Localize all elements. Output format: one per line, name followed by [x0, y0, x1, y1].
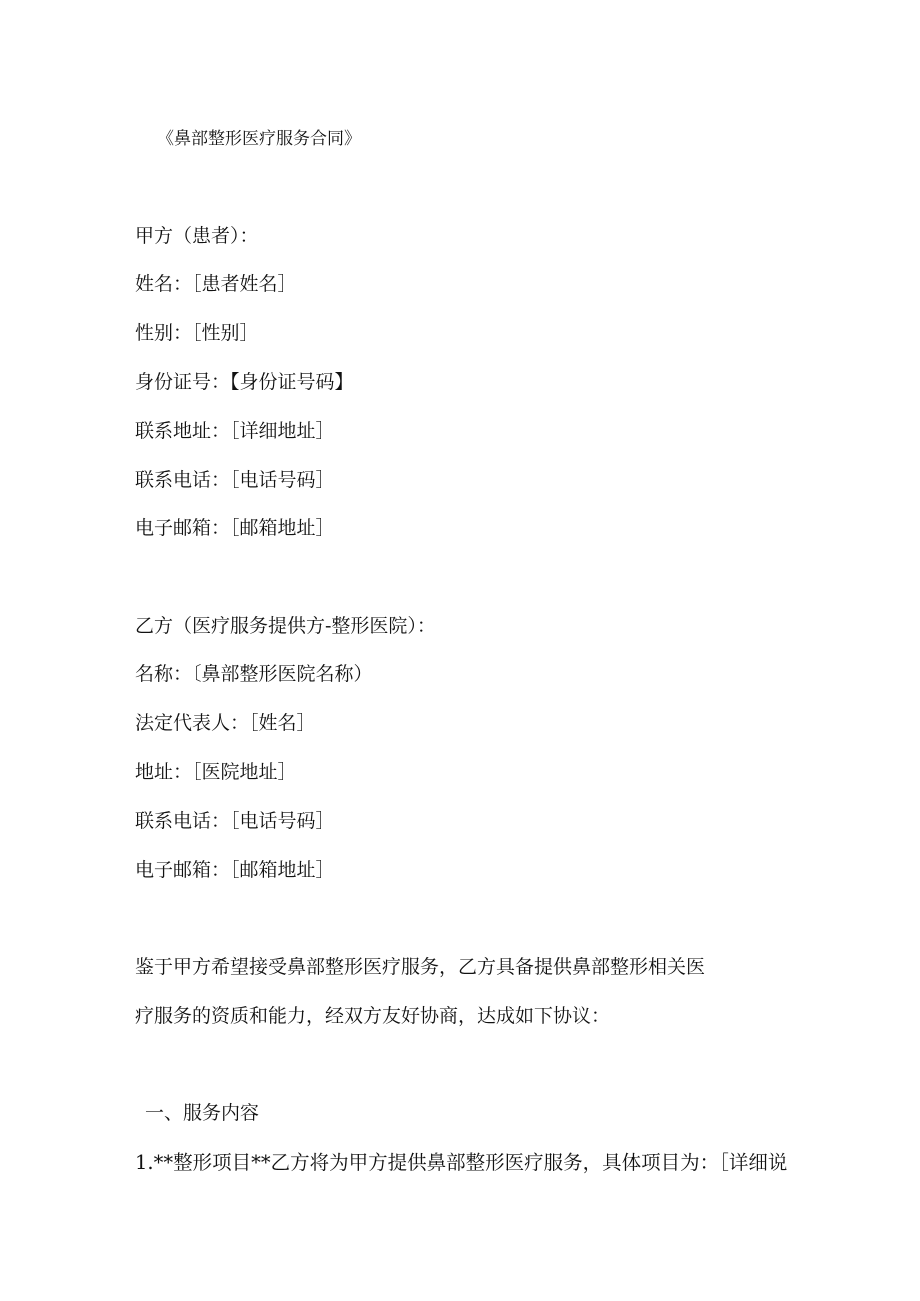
party-a-id-field: 身份证号：【身份证号码】 — [135, 371, 354, 393]
party-b-name-field: 名称：〔鼻部整形医院名称） — [135, 663, 373, 685]
section-1-heading: 一、服务内容 — [145, 1102, 260, 1124]
party-b-legal-rep-field: 法定代表人：［姓名］ — [135, 712, 316, 734]
party-a-email-field: 电子邮箱：［邮箱地址］ — [135, 517, 335, 539]
party-b-address-field: 地址：［医院地址］ — [135, 761, 297, 783]
party-b-phone-field: 联系电话：［电话号码］ — [135, 810, 335, 832]
party-a-phone-field: 联系电话：［电话号码］ — [135, 469, 335, 491]
preamble-line-2: 疗服务的资质和能力，经双方友好协商，达成如下协议： — [135, 1005, 611, 1027]
preamble-line-1: 鉴于甲方希望接受鼻部整形医疗服务，乙方具备提供鼻部整形相关医 — [135, 956, 706, 978]
party-b-heading: 乙方（医疗服务提供方-整形医院）： — [135, 615, 436, 637]
party-a-gender-field: 性别：［性别］ — [135, 322, 259, 344]
party-a-name-field: 姓名：［患者姓名］ — [135, 273, 297, 295]
party-a-heading: 甲方（患者）： — [135, 225, 259, 247]
party-b-email-field: 电子邮箱：［邮箱地址］ — [135, 859, 335, 881]
party-a-address-field: 联系地址：［详细地址］ — [135, 420, 335, 442]
section-1-item-1: 1.**整形项目**乙方将为甲方提供鼻部整形医疗服务，具体项目为：［详细说 — [135, 1151, 788, 1174]
document-title: 《鼻部整形医疗服务合同》 — [157, 129, 361, 149]
